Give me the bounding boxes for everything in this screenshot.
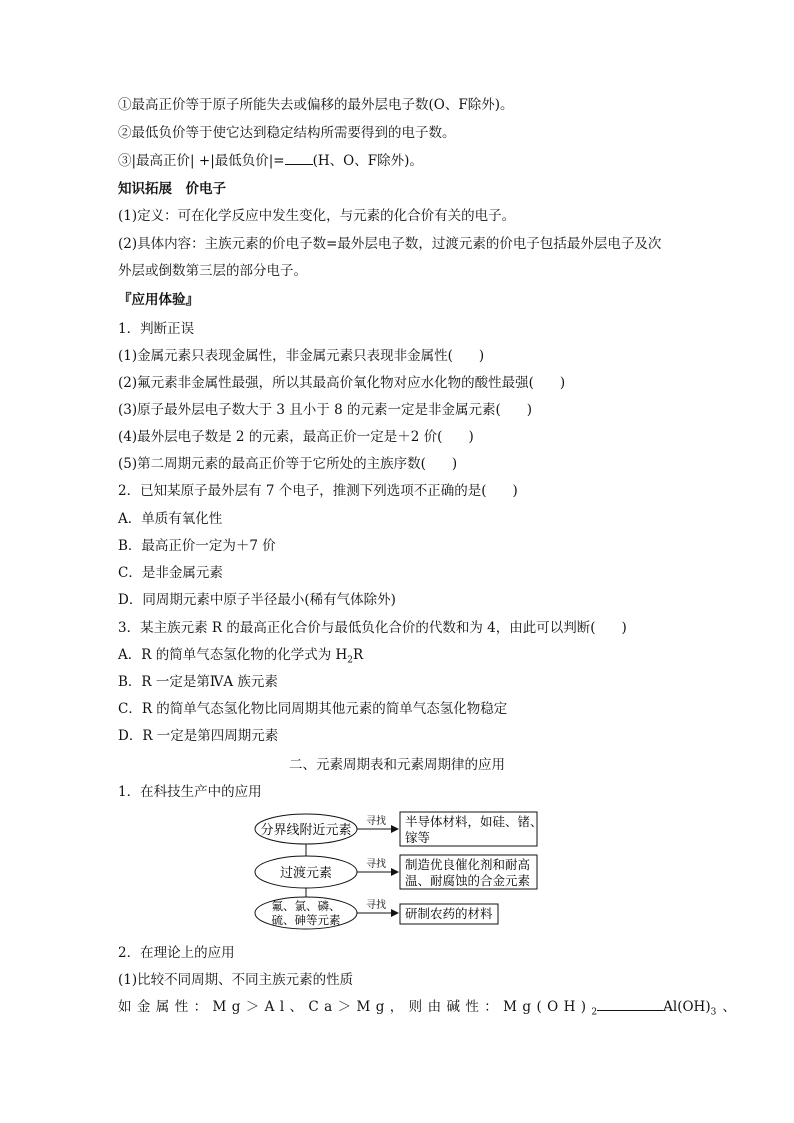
- rule-3-post: (H、O、F除外)。: [312, 153, 423, 169]
- source-label-pesticide-1: 氟、氯、磷、: [271, 899, 341, 913]
- target-text-pesticide: 研制农药的材料: [405, 906, 493, 921]
- target-text-semiconductor-1: 半导体材料，如硅、锗、: [405, 814, 543, 829]
- knowledge-title: 知识拓展 价电子: [118, 181, 226, 197]
- application-2-title: 2．在理论上的应用: [118, 945, 235, 961]
- question-2-option-a: A．单质有氧化性: [118, 511, 223, 527]
- knowledge-content-line-1: (2)具体内容：主族元素的价电子数=最外层电子数，过渡元素的价电子包括最外层电子及次: [118, 236, 662, 252]
- knowledge-content-line-2: 外层或倒数第三层的部分电子。: [118, 263, 307, 279]
- question-3-stem: 3．某主族元素 R 的最高正化合价与最低负化合价的代数和为 4，由此可以判断( ): [118, 620, 627, 636]
- question-1-item-3: (3)原子最外层电子数大于 3 且小于 8 的元素一定是非金属元素( ): [118, 402, 533, 418]
- question-3-option-b: B．R 一定是第ⅣA 族元素: [118, 674, 278, 690]
- source-label-pesticide-2: 硫、砷等元素: [271, 913, 341, 927]
- section-2-title: 二、元素周期表和元素周期律的应用: [289, 757, 505, 773]
- arrow-label: 寻找: [366, 816, 386, 827]
- question-2-option-d: D．同周期元素中原子半径最小(稀有气体除外): [118, 592, 396, 608]
- answer-blank[interactable]: [597, 998, 663, 1011]
- question-1-title: 1．判断正误: [118, 321, 195, 337]
- question-3-option-d: D．R 一定是第四周期元素: [118, 728, 279, 744]
- example-line: 如金属性：Mg＞Al、Ca＞Mg，则由碱性：$Mg(OH)_2$ $Al(OH)_3$ 、: [118, 999, 736, 1018]
- application-1-title: 1．在科技生产中的应用: [118, 784, 262, 800]
- rule-1: ①最高正价等于原子所能失去或偏移的最外层电子数(O、F除外)。: [118, 97, 514, 113]
- compare-heading: (1)比较不同周期、不同主族元素的性质: [118, 972, 354, 988]
- question-2-option-c: C．是非金属元素: [118, 565, 223, 581]
- question-3-option-a: A．R 的简单气态氢化物的化学式为 $H_2R$: [118, 647, 364, 666]
- question-2-stem: 2．已知某原子最外层有 7 个电子，推测下列选项不正确的是( ): [118, 483, 518, 499]
- rule-2: ②最低负价等于使它达到稳定结构所需要得到的电子数。: [118, 125, 456, 141]
- question-1-item-5: (5)第二周期元素的最高正价等于它所处的主族序数( ): [118, 456, 458, 472]
- target-text-catalyst-2: 温、耐腐蚀的合金元素: [405, 873, 531, 888]
- arrow-label: 寻找: [366, 900, 386, 911]
- question-1-item-2: (2)氟元素非金属性最强，所以其最高价氧化物对应水化物的酸性最强( ): [118, 375, 566, 391]
- practice-header: 『应用体验』: [118, 292, 199, 308]
- target-text-catalyst-1: 制造优良催化剂和耐高: [405, 857, 531, 872]
- target-text-semiconductor-2: 镓等: [405, 830, 431, 845]
- source-label-transition: 过渡元素: [279, 866, 333, 881]
- knowledge-definition: (1)定义：可在化学反应中发生变化，与元素的化合价有关的电子。: [118, 208, 516, 224]
- question-1-item-1: (1)金属元素只表现金属性，非金属元素只表现非金属性( ): [118, 348, 485, 364]
- arrow-label: 寻找: [366, 859, 386, 870]
- question-2-option-b: B．最高正价一定为＋7 价: [118, 538, 276, 554]
- question-3-option-c: C．R 的简单气态氢化物比同周期其他元素的简单气态氢化物稳定: [118, 701, 508, 717]
- rule-3-pre: ③|最高正价| +|最低负价|=: [118, 153, 285, 169]
- question-1-item-4: (4)最外层电子数是 2 的元素，最高正价一定是＋2 价( ): [118, 429, 474, 445]
- source-label-boundary: 分界线附近元素: [260, 823, 352, 838]
